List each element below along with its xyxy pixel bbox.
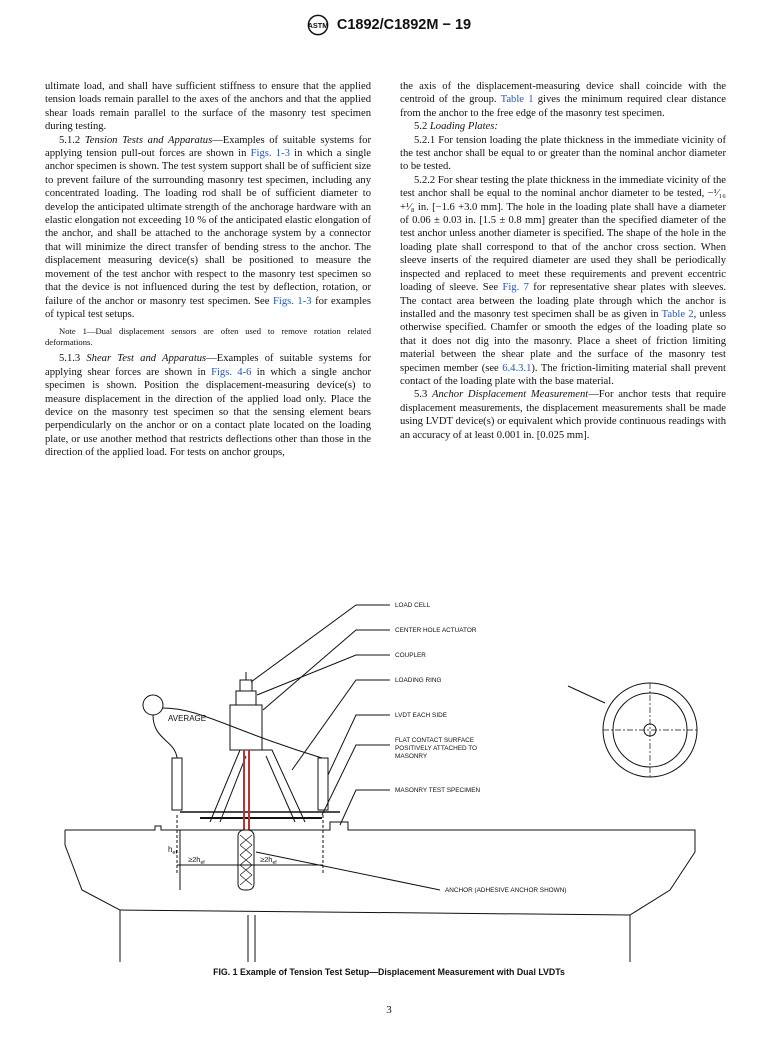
- table-1-link[interactable]: Table 1: [500, 94, 534, 106]
- text-run: gives the minimum required clear distance from the anchor to the free edge of the masonry test specimen.: [400, 94, 726, 119]
- section-number: 5.3: [414, 389, 428, 401]
- lvdt-right: [318, 758, 328, 810]
- leader-anchor: [256, 852, 440, 890]
- text-run: for representative shear plates with sleeves. The contact area between the loading plate through which the anchor is installed and the masonry test specimen shall be as given in: [400, 282, 726, 320]
- coupler: [236, 691, 256, 705]
- text-run: in which a single anchor specimen is shown. The test system support shall be of sufficient size to prevent failure of the surrounding masonry test specimen, including any concentrated loading. The loading rod shall be of sufficient diameter to develop the anticipated ultimate strength of the anchorage hardware with an elastic elongation not exceeding 10 % of the anticipated elastic elongation of the anchor, and shall be attached to the anchorage system by a connector that will minimize the direct transfer of bending stress to the anchor. The displacement measuring device(s) shall be positioned to measure the movement of the test anchor with respect to the masonry test specimen so that the device is not influenced during the test by deflection, rotation, or failure of the anchor or masonry test specimen. See: [45, 148, 371, 307]
- paragraph: ultimate load, and shall have sufficient stiffness to ensure that the applied tension loads remain parallel to the axes of the anchors and that the applied shear loads remain parallel to the surface of the masonry test specimen during testing.: [45, 81, 371, 133]
- leader-actuator: [263, 630, 390, 710]
- label-anchor: ANCHOR (ADHESIVE ANCHOR SHOWN): [445, 887, 567, 894]
- leader-load-cell: [251, 605, 390, 682]
- label-actuator: CENTER HOLE ACTUATOR: [395, 627, 477, 634]
- figure-caption: FIG. 1 Example of Tension Test Setup—Displacement Measurement with Dual LVDTs: [213, 967, 565, 977]
- page-header: [0, 14, 778, 36]
- label-specimen: MASONRY TEST SPECIMEN: [395, 787, 481, 794]
- text-run: for examples of typical test setups.: [45, 295, 371, 320]
- section-5-2-2: [400, 174, 726, 389]
- section-title: Loading Plates:: [429, 121, 498, 133]
- right-column: [400, 80, 726, 442]
- masonry-specimen: [65, 822, 695, 962]
- text-run: —Examples of suitable systems for applying tension pull-out forces are shown in: [45, 134, 372, 160]
- page-number: 3: [386, 1004, 392, 1016]
- leader-ring-detail: [568, 686, 605, 703]
- figs-4-6-link[interactable]: Figs. 4-6: [211, 366, 252, 378]
- label-flat-contact-2: POSITIVELY ATTACHED TO: [395, 745, 478, 752]
- section-title: Shear Test and Apparatus: [86, 353, 207, 365]
- label-2hef-right: $\ge 2h_{ef}$: [260, 855, 277, 866]
- left-column: [45, 80, 371, 460]
- support-frame: [210, 750, 305, 822]
- figure-1: [60, 590, 720, 965]
- label-loading-ring: LOADING RING: [395, 677, 442, 684]
- text-run: ). The friction-limiting material shall prevent contact of the loading plate with the base material.: [400, 362, 726, 387]
- paragraph: [400, 80, 726, 120]
- section-6-4-3-1-link[interactable]: 6.4.3.1: [502, 362, 532, 374]
- section-5-3: [400, 388, 726, 442]
- leader-specimen: [340, 790, 390, 825]
- label-average: AVERAGE: [168, 714, 207, 723]
- table-2-link[interactable]: Table 2: [661, 308, 694, 320]
- dial-gauge: [143, 695, 163, 715]
- text-run: the axis of the displacement-measuring device shall coincide with the centroid of the group.: [400, 81, 726, 106]
- label-load-cell: LOAD CELL: [395, 602, 431, 609]
- text-run: 5.2.2 For shear testing the plate thickness in the immediate vicinity of the test anchor shall be equal to the nominal anchor diameter to be tested, −¹⁄₁₆ +¹⁄₈ in. [−1.6 +3.0 mm]. The hole in the loading plate shall have a diameter of 0.06 ± 0.03 in. [1.5 ± 0.8 mm] greater than the specified diameter of the test anchor unless another diameter is specified. The shape of the hole in the loading plate shall correspond to that of the anchor cross section. When sleeve inserts of the required diameter are used they shall be periodically inspected and replaced to meet these requirements and prevent eccentric loading of sleeve. See: [400, 174, 726, 294]
- load-cell: [240, 680, 252, 691]
- section-5-2: [400, 120, 726, 133]
- section-5-1-3: [45, 352, 371, 459]
- section-title: Anchor Displacement Measurement: [432, 389, 589, 401]
- specimen-lower-edge: [120, 910, 630, 915]
- section-title: Tension Tests and Apparatus: [84, 134, 213, 146]
- leader-coupler: [257, 655, 390, 695]
- text-run: —Examples of suitable systems for applying shear forces are shown in: [45, 353, 371, 378]
- lvdt-left: [172, 758, 182, 810]
- text-run: , unless otherwise specified. Chamfer or smooth the edges of the loading plate so that it does not dig into the masonry. Place a sheet of friction limiting material between the shear plate and the surface of the masonry test specimen member (see: [400, 308, 726, 374]
- text-run: —For anchor tests that require displacement measurements, the displacement measurements shall be made using LVDT device(s) or equivalent which provide continuous readings with an accuracy of at least 0.001 in. [0.025 mm].: [400, 389, 726, 441]
- label-coupler: COUPLER: [395, 652, 426, 659]
- section-number: 5.1.2: [59, 134, 81, 146]
- figs-1-3-link[interactable]: Figs. 1-3: [273, 295, 312, 307]
- section-number: 5.1.3: [59, 353, 81, 365]
- anchor-hatching: [240, 835, 252, 885]
- section-number: 5.2: [414, 121, 428, 133]
- label-lvdt: LVDT EACH SIDE: [395, 712, 447, 719]
- section-5-1-2: [45, 134, 371, 322]
- tension-test-setup-diagram: [60, 590, 720, 965]
- label-flat-contact-3: MASONRY: [395, 753, 428, 760]
- leader-flat-contact: [322, 745, 390, 815]
- section-5-2-1: 5.2.1 For tension loading the plate thickness in the immediate vicinity of the test anchor shall be equal to or greater than the nominal anchor diameter to be tested.: [400, 134, 726, 173]
- label-2hef-left: $\ge 2h_{ef}$: [188, 855, 205, 866]
- standard-designation: C1892/C1892M − 19: [336, 17, 472, 33]
- astm-logo: [307, 14, 329, 36]
- svg-text:ASTM: ASTM: [307, 21, 329, 31]
- note-1: Note 1—Dual displacement sensors are often used to remove rotation related deformations.: [45, 326, 371, 348]
- label-flat-contact-1: FLAT CONTACT SURFACE: [395, 737, 475, 744]
- text-run: in which a single anchor specimen is shown. Position the displacement-measuring device(s) to measure displacement in the direction of the applied load only. Place the device on the masonry test specimen so that the sensing element bears perpendicularly on the anchor or on a contact plate located on the loading plate, or use another method that restricts deflections other than those in the direction of the applied load. For tests on anchor groups,: [45, 366, 372, 459]
- leader-loading-ring: [292, 680, 390, 770]
- label-hef: $h_{ef}$: [168, 845, 178, 856]
- figs-1-3-link[interactable]: Figs. 1-3: [250, 148, 290, 160]
- fig-7-link[interactable]: Fig. 7: [502, 282, 529, 294]
